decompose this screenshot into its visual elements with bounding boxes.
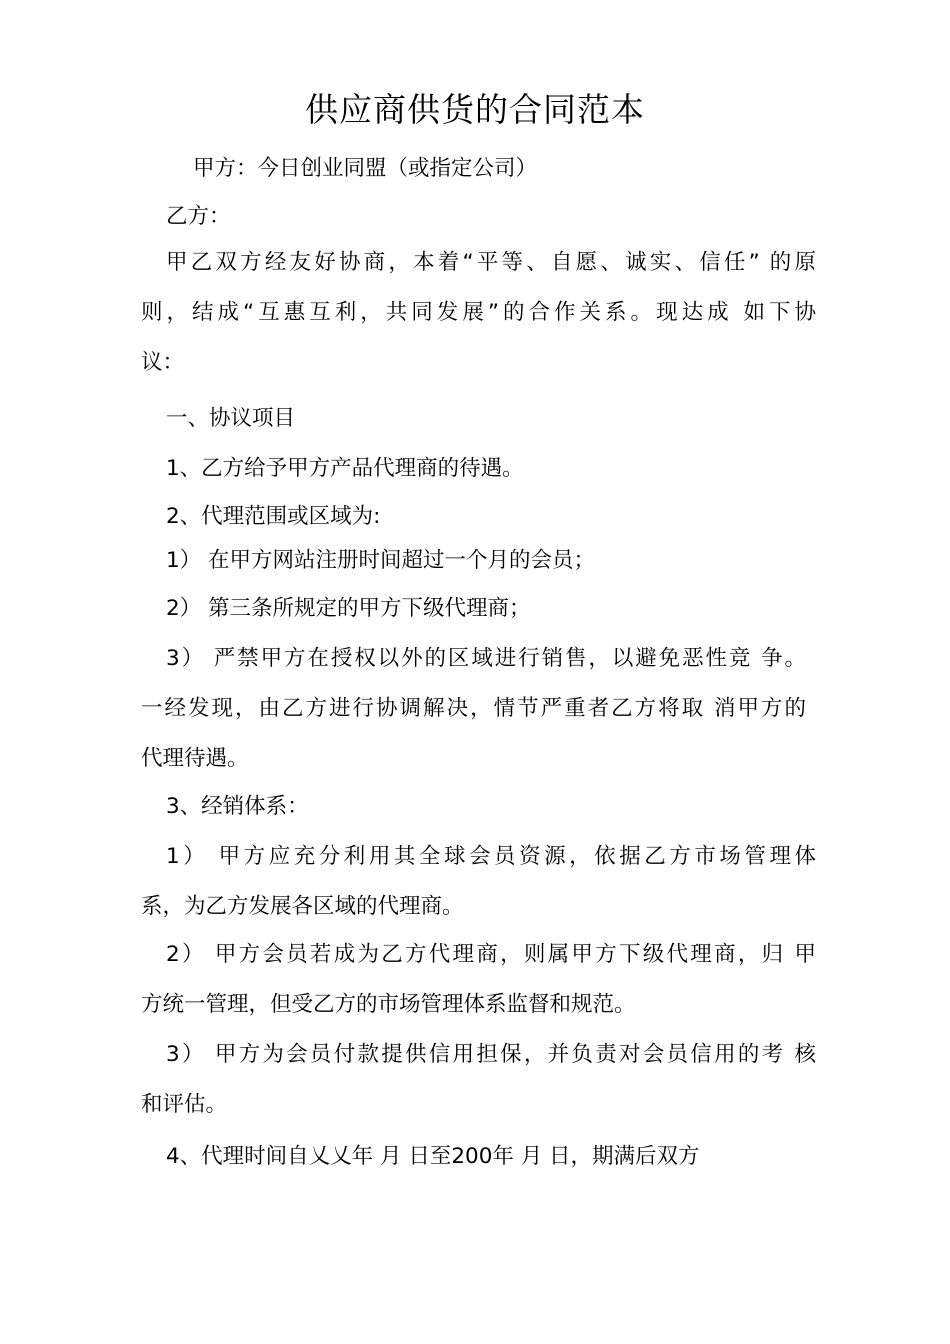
item-3-sub-3-line-1: 3） 甲方为会员付款提供信用担保，并负责对会员信用的考 核: [166, 1042, 816, 1067]
party-a-line: 甲方：今日创业同盟（或指定公司）: [193, 156, 538, 181]
item-3-sub-2-line-2: 方统一管理，但受乙方的市场管理体系监督和规范。: [141, 992, 636, 1017]
item-3-sub-2-line-1: 2） 甲方会员若成为乙方代理商，则属甲方下级代理商，归 甲: [166, 942, 816, 967]
item-2-sub-2: 2） 第三条所规定的甲方下级代理商；: [166, 596, 531, 621]
intro-line-1: 甲乙双方经友好协商，本着“平等、自愿、诚实、信任” 的原: [166, 250, 816, 275]
item-2-sub-3-line-3: 代理待遇。: [141, 746, 249, 771]
item-3-sub-3-line-2: 和评估。: [141, 1092, 228, 1117]
section1-heading: 一、协议项目: [166, 406, 296, 431]
item-2-sub-1: 1） 在甲方网站注册时间超过一个月的会员；: [166, 548, 596, 573]
document-title: 供应商供货的合同范本: [305, 90, 645, 129]
item-2-sub-3-line-1: 3） 严禁甲方在授权以外的区域进行销售，以避免恶性竞 争。: [166, 646, 806, 671]
party-b-line: 乙方：: [166, 204, 231, 229]
item-1: 1、乙方给予甲方产品代理商的待遇。: [166, 456, 524, 481]
item-2: 2、代理范围或区域为:: [166, 504, 381, 529]
item-2-sub-3-line-2: 一经发现，由乙方进行协调解决，情节严重者乙方将取 消甲方的: [141, 696, 806, 721]
item-3-sub-1-line-2: 系，为乙方发展各区域的代理商。: [141, 894, 464, 919]
intro-line-2: 则，结成“互惠互利，共同发展”的合作关系。现达成 如下协: [141, 300, 816, 325]
item-4: 4、代理时间自乂乂年 月 日至200年 月 日，期满后双方: [166, 1144, 700, 1169]
item-3: 3、经销体系：: [166, 794, 309, 819]
intro-line-3: 议：: [141, 350, 185, 375]
item-3-sub-1-line-1: 1） 甲方应充分利用其全球会员资源，依据乙方市场管理体: [166, 844, 816, 869]
